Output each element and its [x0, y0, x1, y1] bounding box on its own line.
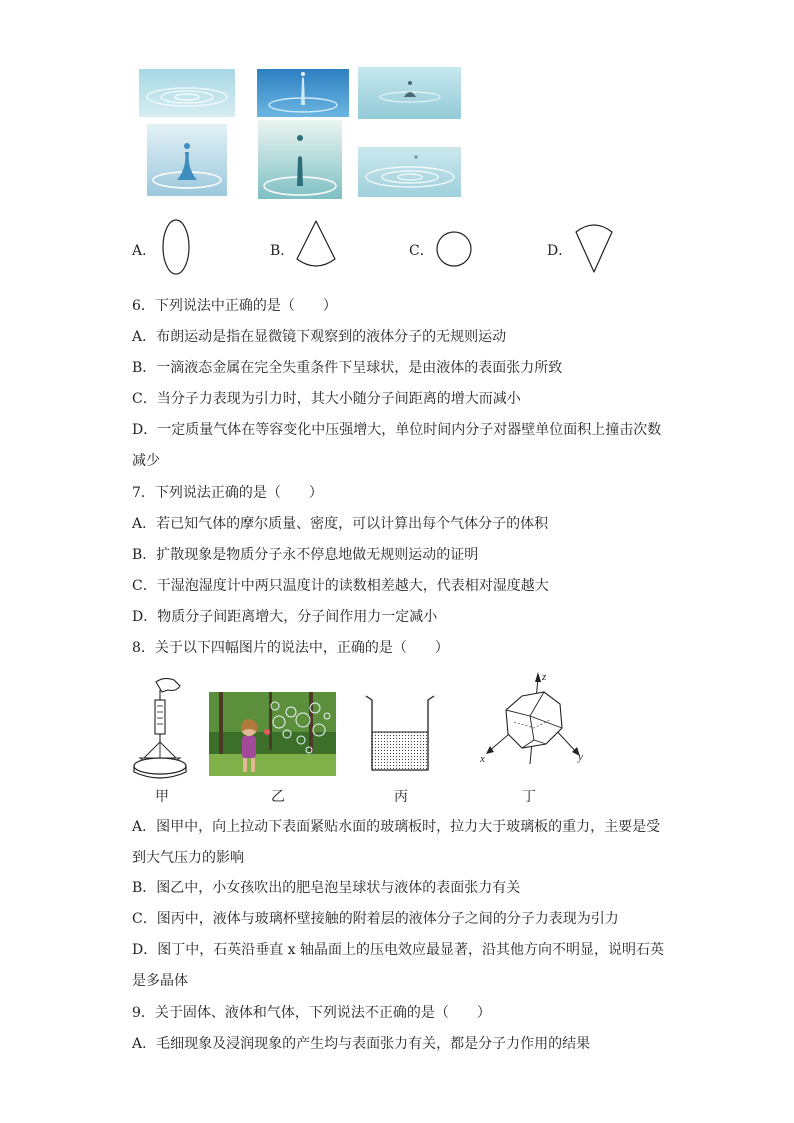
question-6-option-b: B．一滴液态金属在完全失重条件下呈球状，是由液体的表面张力所致 [132, 360, 563, 376]
figure-yi-bubbles-photo [209, 692, 336, 776]
axis-x-label: x [480, 753, 485, 765]
question-8-option-a-line1: A．图甲中，向上拉动下表面紧贴水面的玻璃板时，拉力大于玻璃板的重力，主要是受 [132, 819, 661, 835]
question-8-stem: 8．关于以下四幅图片的说法中，正确的是（ ） [132, 640, 449, 656]
water-splash-photo-4 [147, 124, 227, 196]
question-7-stem: 7．下列说法正确的是（ ） [132, 485, 323, 501]
question-8-option-d-line2: 是多晶体 [132, 973, 188, 989]
option-b-label: B． [270, 243, 295, 259]
caption-ding: 丁 [522, 789, 536, 805]
question-7-option-a: A．若已知气体的摩尔质量、密度，可以计算出每个气体分子的体积 [132, 516, 549, 532]
figure-ding-quartz-crystal [478, 668, 590, 772]
question-6-option-c: C．当分子力表现为引力时，其大小随分子间距离的增大而减小 [132, 391, 521, 407]
caption-jia: 甲 [155, 789, 169, 805]
circle-icon [434, 229, 474, 269]
question-7-option-b: B．扩散现象是物质分子永不停息地做无规则运动的证明 [132, 547, 479, 563]
axis-z-label: z [542, 671, 547, 683]
water-ripple-photo-1 [139, 69, 235, 117]
figure-bing-beaker [362, 692, 436, 774]
question-6-option-a: A．布朗运动是指在显微镜下观察到的液体分子的无规则运动 [132, 329, 507, 345]
question-6-stem: 6．下列说法中正确的是（ ） [132, 298, 337, 314]
question-6-option-d-line1: D．一定质量气体在等容变化中压强增大，单位时间内分子对器壁单位面积上撞击次数 [132, 422, 662, 438]
water-splash-photo-3 [358, 67, 461, 119]
inverted-cone-icon [572, 220, 616, 276]
question-7-option-d: D．物质分子间距离增大，分子间作用力一定减小 [132, 609, 438, 625]
question-8-option-a-line2: 到大气压力的影响 [132, 850, 244, 866]
question-8-option-d-line1: D．图丁中，石英沿垂直 x 轴晶面上的压电效应最显著，沿其他方向不明显，说明石英 [132, 942, 665, 958]
option-c-label: C． [409, 243, 434, 259]
axis-y-label: y [578, 751, 583, 763]
question-7-option-c: C．干湿泡湿度计中两只温度计的读数相差越大，代表相对湿度越大 [132, 578, 549, 594]
caption-yi: 乙 [271, 789, 285, 805]
ellipse-icon [160, 218, 192, 276]
water-ripple-photo-6 [358, 147, 461, 197]
question-9-stem: 9．关于固体、液体和气体，下列说法不正确的是（ ） [132, 1005, 491, 1021]
question-8-option-c: C．图丙中，液体与玻璃杯壁接触的附着层的液体分子之间的分子力表现为引力 [132, 911, 619, 927]
question-9-option-a: A．毛细现象及浸润现象的产生均与表面张力有关，都是分子力作用的结果 [132, 1036, 591, 1052]
figure-jia-spring-scale [130, 676, 190, 780]
option-d-label: D． [547, 243, 573, 259]
water-splash-photo-5 [258, 120, 342, 199]
question-6-option-d-line2: 减少 [132, 453, 160, 469]
water-splash-photo-2 [257, 69, 349, 117]
question-8-option-b: B．图乙中，小女孩吹出的肥皂泡呈球状与液体的表面张力有关 [132, 880, 521, 896]
caption-bing: 丙 [394, 789, 408, 805]
option-a-label: A． [132, 243, 157, 259]
cone-icon [293, 219, 339, 275]
